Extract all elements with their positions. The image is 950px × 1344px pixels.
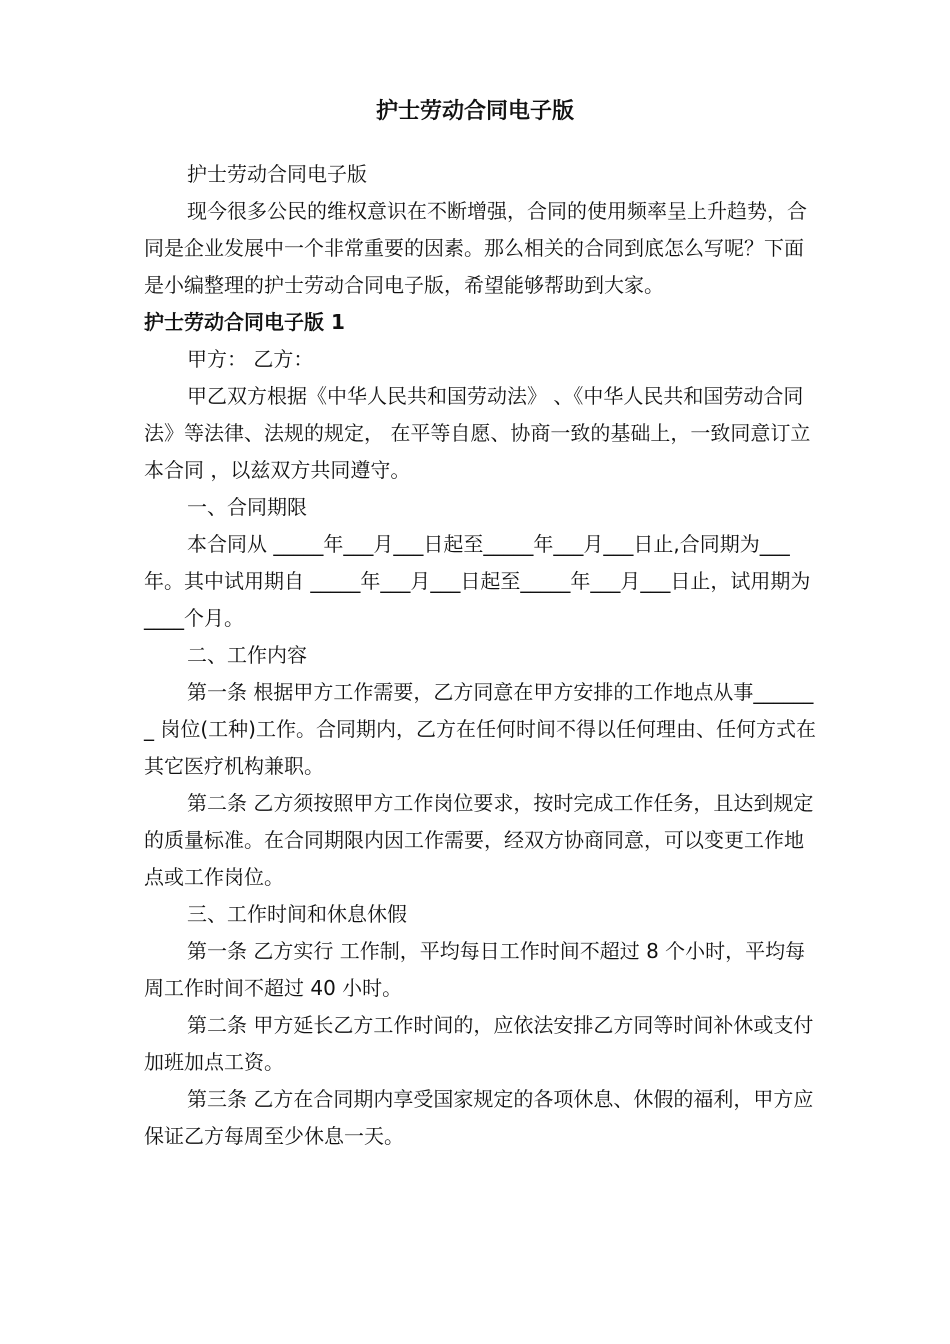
paragraph-intro: 现今很多公民的维权意识在不断增强，合同的使用频率呈上升趋势，合同是企业发展中一个非常重要的因素。那么相关的合同到底怎么写呢？下面是小编整理的护士劳动合同电子版，希望能够帮助到大家。 xyxy=(144,199,807,297)
paragraph-parties: 甲方： 乙方： xyxy=(187,347,314,371)
paragraph-hours-article-3: 第三条 乙方在合同期内享受国家规定的各项休息、休假的福利，甲方应保证乙方每周至少休息一天。 xyxy=(144,1087,814,1148)
clause-heading-term: 一、合同期限 xyxy=(187,495,307,519)
paragraph-term: 本合同从 _____年___月___日起至_____年___月___日止,合同期为___年。其中试用期自 _____年___月___日起至_____年___月___日止，试用期为____个月。 xyxy=(144,532,811,630)
paragraph-basis: 甲乙双方根据《中华人民共和国劳动法》 、《中华人民共和国劳动合同法》等法律、法规的规定， 在平等自愿、协商一致的基础上，一致同意订立本合同 ，以兹双方共同遵守。 xyxy=(144,384,811,482)
paragraph-subtitle: 护士劳动合同电子版 xyxy=(187,162,367,186)
paragraph-hours-article-1: 第一条 乙方实行 工作制，平均每日工作时间不超过 8 个小时，平均每周工作时间不超过 40 小时。 xyxy=(144,939,806,1000)
section-heading: 护士劳动合同电子版 1 xyxy=(144,310,345,334)
document-title: 护士劳动合同电子版 xyxy=(375,99,574,124)
paragraph-hours-article-2: 第二条 甲方延长乙方工作时间的，应依法安排乙方同等时间补休或支付加班加点工资。 xyxy=(144,1013,814,1074)
paragraph-work-article-1: 第一条 根据甲方工作需要，乙方同意在甲方安排的工作地点从事_______ 岗位(工种)工作。合同期内，乙方在任何时间不得以任何理由、任何方式在其它医疗机构兼职。 xyxy=(144,680,816,778)
clause-heading-hours: 三、工作时间和休息休假 xyxy=(187,902,407,926)
clause-heading-work: 二、工作内容 xyxy=(187,643,307,667)
paragraph-work-article-2: 第二条 乙方须按照甲方工作岗位要求，按时完成工作任务，且达到规定的质量标准。在合同期限内因工作需要，经双方协商同意，可以变更工作地点或工作岗位。 xyxy=(144,791,814,889)
document-body xyxy=(144,156,816,1155)
